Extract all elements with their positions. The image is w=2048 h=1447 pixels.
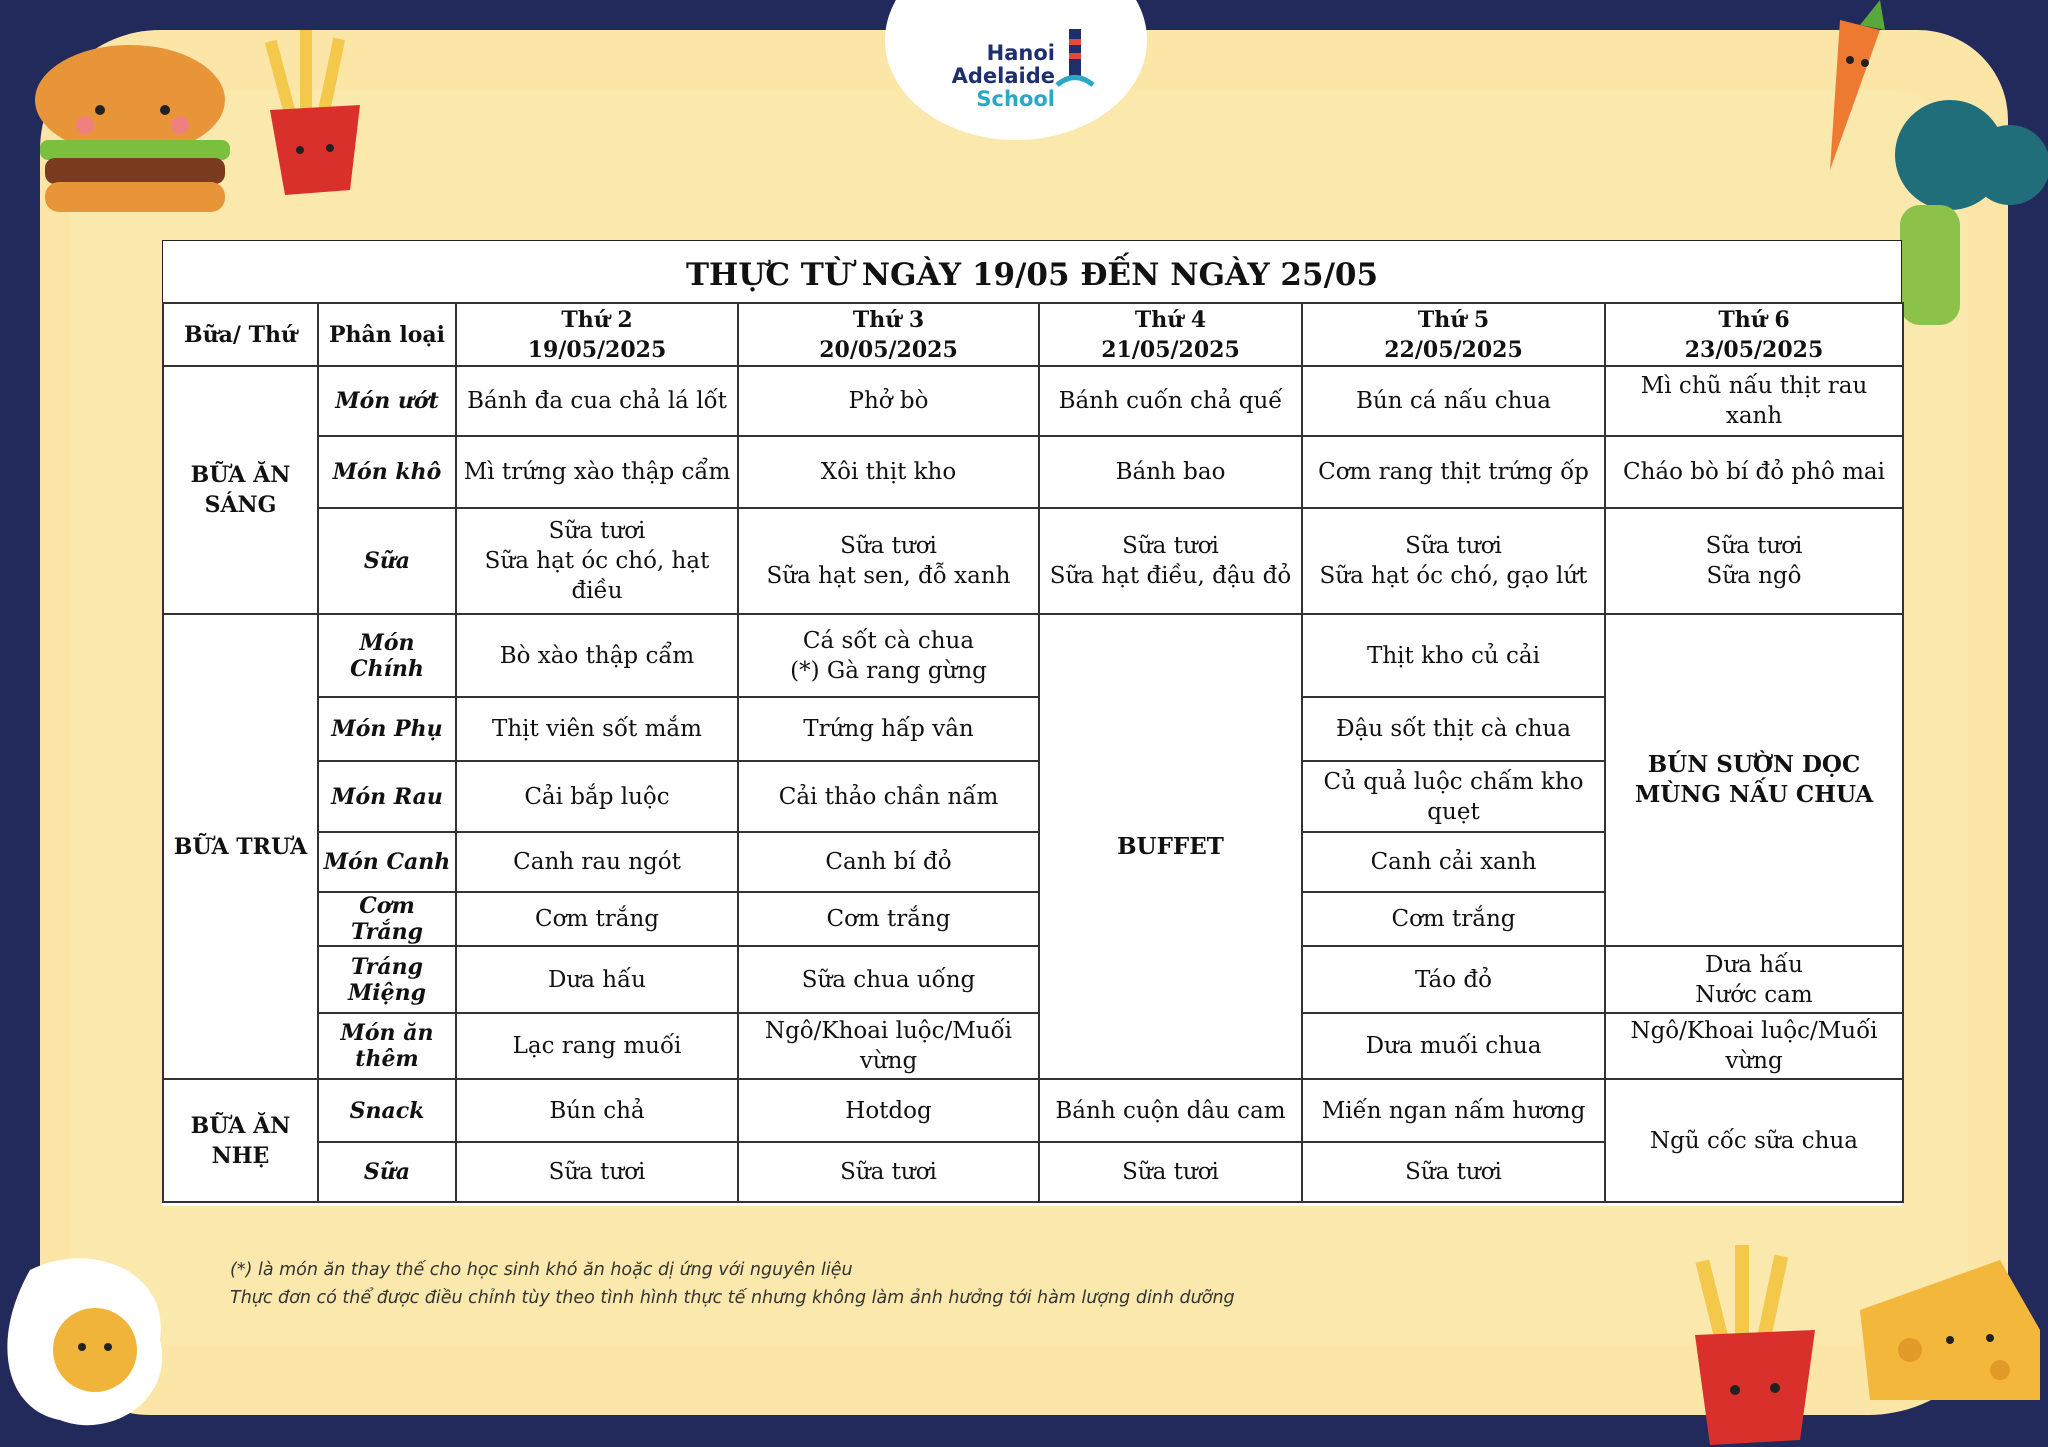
menu-cell: Sữa tươi Sữa hạt óc chó, hạt điều — [456, 508, 738, 614]
menu-cell: Xôi thịt kho — [738, 436, 1039, 508]
menu-cell: Sữa tươi — [1039, 1142, 1302, 1202]
header-day-1: Thứ 2 19/05/2025 — [456, 303, 738, 366]
table-row — [163, 946, 1903, 1013]
table-row — [163, 436, 1903, 508]
friday-snack-cell: Ngũ cốc sữa chua — [1605, 1079, 1903, 1202]
category-cell: Món Chính — [318, 614, 456, 697]
menu-cell: Cá sốt cà chua (*) Gà rang gừng — [738, 614, 1039, 697]
menu-cell: Cơm trắng — [738, 892, 1039, 946]
menu-cell: Cải thảo chần nấm — [738, 761, 1039, 832]
category-cell: Món ăn thêm — [318, 1013, 456, 1079]
meal-lunch: BỮA TRƯA — [163, 614, 318, 1079]
meal-breakfast: BỮA ĂN SÁNG — [163, 366, 318, 614]
menu-cell: Cơm rang thịt trứng ốp — [1302, 436, 1605, 508]
table-row — [163, 508, 1903, 614]
header-day-5: Thứ 6 23/05/2025 — [1605, 303, 1903, 366]
menu-table — [162, 302, 1904, 1203]
header-category: Phân loại — [318, 303, 456, 366]
header-day-4: Thứ 5 22/05/2025 — [1302, 303, 1605, 366]
burger-icon — [15, 30, 235, 230]
menu-cell: Ngô/Khoai luộc/Muối vừng — [1605, 1013, 1903, 1079]
menu-cell: Hotdog — [738, 1079, 1039, 1142]
header-meal: Bữa/ Thứ — [163, 303, 318, 366]
menu-cell: Thịt viên sốt mắm — [456, 697, 738, 761]
category-cell: Món ướt — [318, 366, 456, 436]
header-row — [163, 303, 1903, 366]
menu-cell: Bánh cuốn chả quế — [1039, 366, 1302, 436]
fries-icon — [245, 30, 385, 200]
menu-cell: Sữa tươi Sữa ngô — [1605, 508, 1903, 614]
menu-cell: Canh rau ngót — [456, 832, 738, 892]
footnote-line: Thực đơn có thể được điều chỉnh tùy theo tình hình thực tế nhưng không làm ảnh hưởng tới hàm lượng dinh dưỡng — [230, 1288, 1235, 1308]
menu-cell: Lạc rang muối — [456, 1013, 738, 1079]
menu-cell: Bánh đa cua chả lá lốt — [456, 366, 738, 436]
footnote — [230, 1256, 1235, 1312]
fries-box-icon — [1665, 1240, 1835, 1447]
menu-cell: Mì trứng xào thập cẩm — [456, 436, 738, 508]
logo-text-school: School — [976, 87, 1055, 111]
menu-cell: Bún chả — [456, 1079, 738, 1142]
menu-cell: Thịt kho củ cải — [1302, 614, 1605, 697]
menu-cell: Sữa tươi Sữa hạt điều, đậu đỏ — [1039, 508, 1302, 614]
menu-cell: Mì chũ nấu thịt rau xanh — [1605, 366, 1903, 436]
menu-cell: Canh bí đỏ — [738, 832, 1039, 892]
category-cell: Món Phụ — [318, 697, 456, 761]
menu-title: THỰC TỪ NGÀY 19/05 ĐẾN NGÀY 25/05 — [162, 240, 1902, 302]
logo-text-hanoi: Hanoi — [986, 41, 1055, 65]
menu-cell: Cháo bò bí đỏ phô mai — [1605, 436, 1903, 508]
menu-cell: Sữa tươi — [456, 1142, 738, 1202]
footnote-line: (*) là món ăn thay thế cho học sinh khó ăn hoặc dị ứng với nguyên liệu — [230, 1260, 853, 1280]
header-day-3: Thứ 4 21/05/2025 — [1039, 303, 1302, 366]
menu-cell: Bánh bao — [1039, 436, 1302, 508]
header-day-2: Thứ 3 20/05/2025 — [738, 303, 1039, 366]
menu-cell: Canh cải xanh — [1302, 832, 1605, 892]
menu-cell: Dưa hấu Nước cam — [1605, 946, 1903, 1013]
menu-cell: Cơm trắng — [456, 892, 738, 946]
buffet-cell: BUFFET — [1039, 614, 1302, 1079]
menu-cell: Sữa tươi Sữa hạt sen, đỗ xanh — [738, 508, 1039, 614]
cheese-icon — [1850, 1250, 2048, 1410]
category-cell: Cơm Trắng — [318, 892, 456, 946]
menu-cell: Dưa muối chua — [1302, 1013, 1605, 1079]
table-row — [163, 1079, 1903, 1142]
menu-cell: Củ quả luộc chấm kho quẹt — [1302, 761, 1605, 832]
menu-cell: Sữa tươi — [1302, 1142, 1605, 1202]
menu-cell: Sữa tươi Sữa hạt óc chó, gạo lứt — [1302, 508, 1605, 614]
menu-cell: Ngô/Khoai luộc/Muối vừng — [738, 1013, 1039, 1079]
lighthouse-icon — [1055, 25, 1095, 95]
table-row — [163, 1013, 1903, 1079]
menu-cell: Cơm trắng — [1302, 892, 1605, 946]
table-row — [163, 614, 1903, 697]
egg-icon — [0, 1250, 180, 1447]
menu-cell: Sữa chua uống — [738, 946, 1039, 1013]
category-cell: Sữa — [318, 508, 456, 614]
menu-cell: Sữa tươi — [738, 1142, 1039, 1202]
menu-cell: Cải bắp luộc — [456, 761, 738, 832]
friday-lunch-cell: BÚN SƯỜN DỌC MÙNG NẤU CHUA — [1605, 614, 1903, 946]
menu-cell: Trứng hấp vân — [738, 697, 1039, 761]
menu-cell: Bún cá nấu chua — [1302, 366, 1605, 436]
category-cell: Món khô — [318, 436, 456, 508]
meal-snack: BỮA ĂN NHẸ — [163, 1079, 318, 1202]
menu-cell: Phở bò — [738, 366, 1039, 436]
menu-cell: Bò xào thập cẩm — [456, 614, 738, 697]
menu-cell: Miến ngan nấm hương — [1302, 1079, 1605, 1142]
category-cell: Tráng Miệng — [318, 946, 456, 1013]
table-row — [163, 366, 1903, 436]
category-cell: Sữa — [318, 1142, 456, 1202]
category-cell: Món Canh — [318, 832, 456, 892]
menu-table-container — [162, 240, 1902, 1206]
menu-cell: Táo đỏ — [1302, 946, 1605, 1013]
category-cell: Món Rau — [318, 761, 456, 832]
menu-cell: Bánh cuộn dâu cam — [1039, 1079, 1302, 1142]
menu-cell: Đậu sốt thịt cà chua — [1302, 697, 1605, 761]
logo-text-adelaide: Adelaide — [951, 64, 1055, 88]
category-cell: Snack — [318, 1079, 456, 1142]
menu-cell: Dưa hấu — [456, 946, 738, 1013]
